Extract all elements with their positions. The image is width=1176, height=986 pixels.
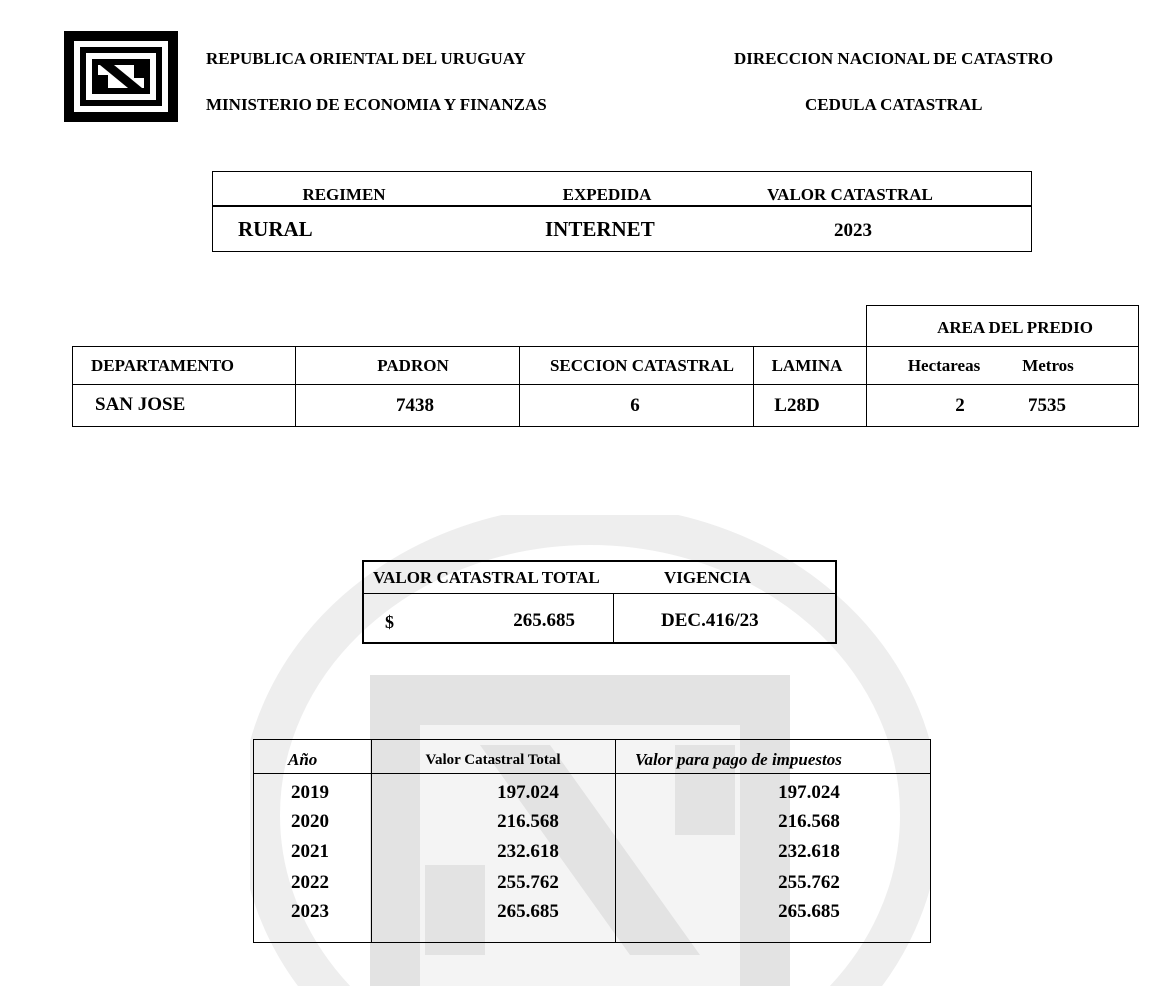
regimen-header: REGIMEN bbox=[302, 185, 386, 204]
metros-value: 7535 bbox=[1028, 395, 1066, 416]
expedida-header: EXPEDIDA bbox=[562, 185, 652, 204]
history-divider bbox=[253, 773, 931, 774]
header-ministry: MINISTERIO DE ECONOMIA Y FINANZAS bbox=[206, 95, 547, 114]
hectareas-value: 2 bbox=[955, 395, 965, 416]
row-year: 2023 bbox=[291, 901, 329, 922]
valor-total-header: VALOR CATASTRAL TOTAL bbox=[373, 568, 600, 587]
lamina-value: L28D bbox=[774, 395, 820, 416]
departamento-value: SAN JOSE bbox=[95, 394, 186, 415]
seccion-header: SECCION CATASTRAL bbox=[549, 356, 735, 375]
row-year: 2020 bbox=[291, 811, 329, 832]
catastro-logo bbox=[64, 31, 178, 122]
valor-catastral-header: VALOR CATASTRAL bbox=[767, 185, 933, 204]
lamina-header: LAMINA bbox=[771, 356, 843, 375]
currency-symbol: $ bbox=[385, 612, 394, 632]
row-impuestos: 197.024 bbox=[778, 782, 840, 803]
valor-catastral-year: 2023 bbox=[834, 220, 872, 241]
row-valor: 197.024 bbox=[497, 782, 559, 803]
area-predio-header: AREA DEL PREDIO bbox=[937, 318, 1093, 337]
valor-total-col-header: Valor Catastral Total bbox=[425, 752, 561, 768]
row-valor: 232.618 bbox=[497, 841, 559, 862]
row-year: 2021 bbox=[291, 841, 329, 862]
col-sep bbox=[613, 593, 614, 642]
valor-total-amount: 265.685 bbox=[513, 610, 575, 631]
metros-header: Metros bbox=[1022, 356, 1074, 375]
property-divider bbox=[72, 384, 1138, 385]
row-impuestos: 216.568 bbox=[778, 811, 840, 832]
col-sep bbox=[295, 347, 296, 427]
row-year: 2022 bbox=[291, 872, 329, 893]
padron-header: PADRON bbox=[377, 356, 449, 375]
vigencia-header: VIGENCIA bbox=[664, 568, 751, 587]
header-country: REPUBLICA ORIENTAL DEL URUGUAY bbox=[206, 49, 526, 68]
vigencia-value: DEC.416/23 bbox=[661, 610, 759, 631]
padron-value: 7438 bbox=[396, 395, 434, 416]
row-valor: 216.568 bbox=[497, 811, 559, 832]
row-year: 2019 bbox=[291, 782, 329, 803]
header-doc-type: CEDULA CATASTRAL bbox=[805, 95, 983, 114]
col-sep bbox=[615, 739, 616, 942]
year-header: Año bbox=[288, 750, 318, 769]
col-sep bbox=[753, 347, 754, 427]
row-valor: 255.762 bbox=[497, 872, 559, 893]
row-valor: 265.685 bbox=[497, 901, 559, 922]
valor-divider bbox=[362, 593, 837, 594]
col-sep bbox=[866, 347, 867, 427]
row-impuestos: 255.762 bbox=[778, 872, 840, 893]
departamento-header: DEPARTAMENTO bbox=[91, 356, 234, 375]
header-direction: DIRECCION NACIONAL DE CATASTRO bbox=[734, 49, 1054, 68]
regimen-value: RURAL bbox=[238, 217, 313, 241]
seccion-value: 6 bbox=[630, 395, 640, 416]
expedida-value: INTERNET bbox=[545, 217, 655, 241]
row-impuestos: 265.685 bbox=[778, 901, 840, 922]
hectareas-header: Hectareas bbox=[907, 356, 981, 375]
col-sep bbox=[371, 739, 372, 942]
row-impuestos: 232.618 bbox=[778, 841, 840, 862]
impuestos-col-header: Valor para pago de impuestos bbox=[635, 750, 842, 769]
col-sep bbox=[519, 347, 520, 427]
regimen-divider bbox=[212, 205, 1032, 207]
